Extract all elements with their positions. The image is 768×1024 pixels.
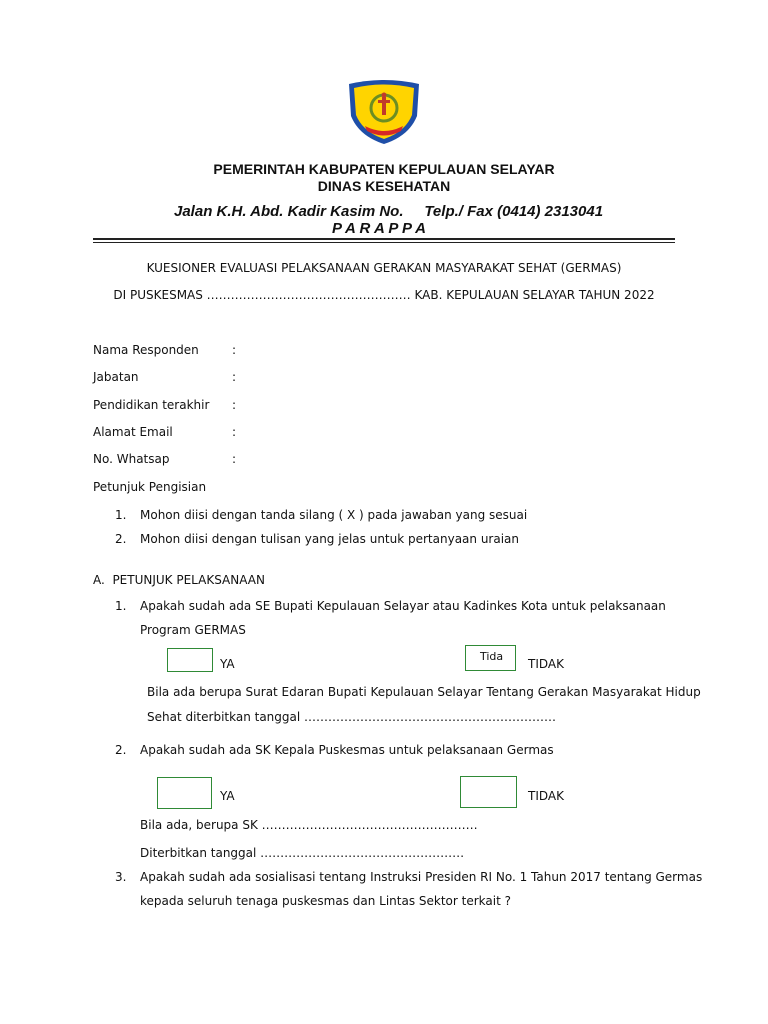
q2-note-date: Diterbitkan tanggal …………………………………………… <box>140 846 465 860</box>
q2-note: Bila ada, berupa SK ……………………………………………… <box>140 818 478 832</box>
question-text-continued: kepada seluruh tenaga puskesmas dan Lintas Sektor terkait ? <box>140 894 511 908</box>
q2-no-label: TIDAK <box>528 789 564 803</box>
q1-no-label: TIDAK <box>528 657 564 671</box>
field-label-education: Pendidikan terakhir <box>93 398 210 412</box>
office-address: Jalan K.H. Abd. Kadir Kasim No. Telp./ Fax (0414) 2313041 <box>174 203 604 220</box>
instruction-text: Mohon diisi dengan tanda silang ( X ) pada jawaban yang sesuai <box>140 508 528 522</box>
field-label-email: Alamat Email <box>93 425 173 439</box>
question-text: Apakah sudah ada SK Kepala Puskesmas untuk pelaksanaan Germas <box>140 743 554 757</box>
regency-crest-icon <box>345 78 423 146</box>
questionnaire-title: KUESIONER EVALUASI PELAKSANAAN GERAKAN MASYARAKAT SEHAT (GERMAS) <box>146 261 622 275</box>
question-text: Apakah sudah ada SE Bupati Kepulauan Selayar atau Kadinkes Kota untuk pelaksanaan <box>140 599 666 613</box>
instruction-number: 1. <box>115 508 127 522</box>
q1-note-date: Sehat diterbitkan tanggal ……………………………………………………… <box>147 710 557 724</box>
instructions-heading: Petunjuk Pengisian <box>93 480 207 494</box>
field-label-position: Jabatan <box>93 370 139 384</box>
q1-no-checkbox[interactable] <box>465 645 516 671</box>
department-name: DINAS KESEHATAN <box>317 178 451 194</box>
field-colon: : <box>232 452 237 466</box>
office-city: P A R A P P A <box>332 220 426 237</box>
section-a-heading: A. PETUNJUK PELAKSANAAN <box>93 573 265 587</box>
question-number: 1. <box>115 599 127 613</box>
q1-no-box-text: Tida <box>480 650 504 663</box>
field-label-name: Nama Responden <box>93 343 199 357</box>
field-colon: : <box>232 425 237 439</box>
field-colon: : <box>232 398 237 412</box>
instruction-text: Mohon diisi dengan tulisan yang jelas untuk pertanyaan uraian <box>140 532 520 546</box>
letterhead-rule-thick <box>93 238 675 240</box>
field-label-whatsapp: No. Whatsap <box>93 452 170 466</box>
question-text-continued: Program GERMAS <box>140 623 246 637</box>
field-colon: : <box>232 370 237 384</box>
q1-yes-label: YA <box>220 657 235 671</box>
q2-yes-checkbox[interactable] <box>157 777 212 809</box>
question-text: Apakah sudah ada sosialisasi tentang Instruksi Presiden RI No. 1 Tahun 2017 tentang Germas <box>140 870 703 884</box>
question-number: 2. <box>115 743 127 757</box>
letterhead-rule-thin <box>93 242 675 243</box>
q2-no-checkbox[interactable] <box>460 776 517 808</box>
question-number: 3. <box>115 870 127 884</box>
instruction-number: 2. <box>115 532 127 546</box>
q1-note: Bila ada berupa Surat Edaran Bupati Kepulauan Selayar Tentang Gerakan Masyarakat Hidup <box>147 685 701 699</box>
field-colon: : <box>232 343 237 357</box>
agency-name: PEMERINTAH KABUPATEN KEPULAUAN SELAYAR <box>213 161 555 177</box>
q2-yes-label: YA <box>220 789 235 803</box>
questionnaire-subtitle: DI PUSKESMAS …………………………………………… KAB. KEPULAUAN SELAYAR TAHUN 2022 <box>113 288 655 302</box>
q1-yes-checkbox[interactable] <box>167 648 213 672</box>
